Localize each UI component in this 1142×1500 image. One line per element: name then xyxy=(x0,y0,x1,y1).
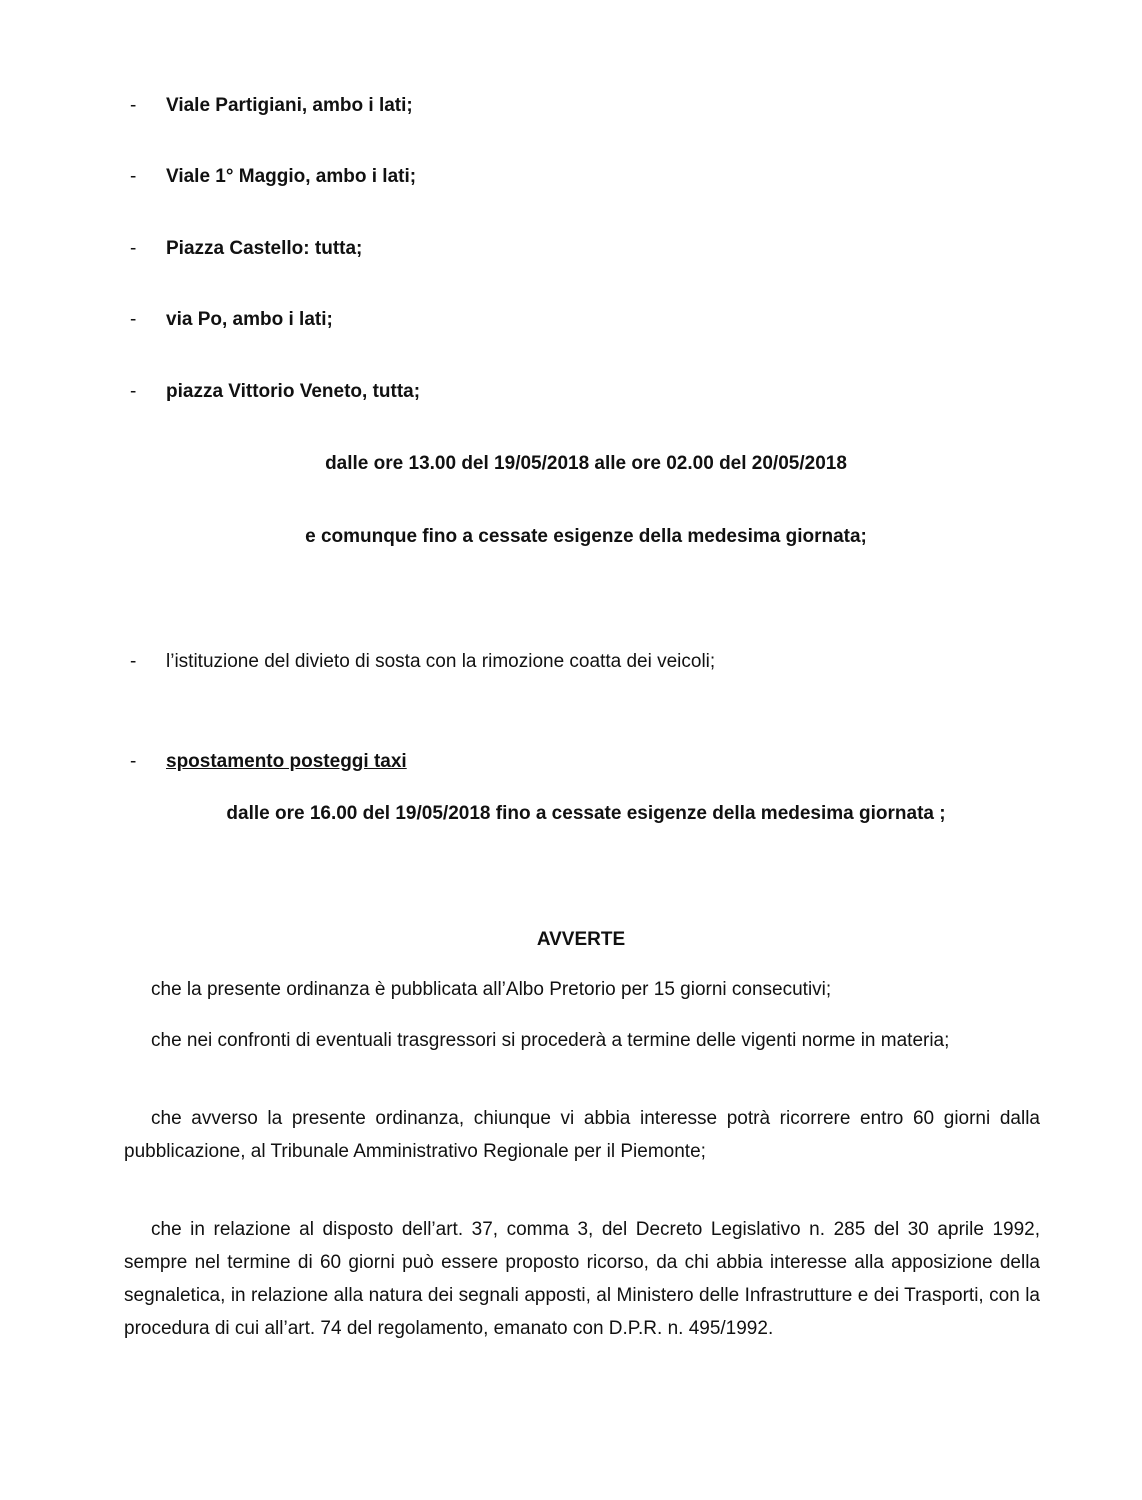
list-dash: - xyxy=(130,238,137,259)
paragraph-ricorso-ministero: che in relazione al disposto dell’art. 37, comma 3, del Decreto Legislativo n. 285 del 30 aprile 1992, sempre nel termine di 60 giorni può essere proposto ricorso, da chi abbia interesse alla apposizione della segnaletica, in relazione alla natura dei segnali apposti, al Ministero delle Infrastrutture e dei Trasporti, con la procedura di cui all’art. 74 del regolamento, emanato con D.P.R. n. 495/1992. xyxy=(124,1219,1040,1339)
street-item-via-po xyxy=(0,303,1142,336)
street-label: via Po, ambo i lati; xyxy=(166,309,333,330)
list-dash: - xyxy=(130,95,137,116)
period-1-note: e comunque fino a cessate esigenze della medesima giornata; xyxy=(305,526,867,547)
street-item-viale-1-maggio xyxy=(0,160,1142,193)
street-label: Piazza Castello: tutta; xyxy=(166,238,363,259)
measure-label: spostamento posteggi taxi xyxy=(166,751,407,772)
measure-parking-ban xyxy=(0,645,1142,678)
measure-taxi xyxy=(0,745,1142,778)
street-item-viale-partigiani xyxy=(0,89,1142,122)
list-dash: - xyxy=(130,381,137,402)
list-dash: - xyxy=(130,751,137,772)
paragraph-trasgressori: che nei confronti di eventuali trasgressori si procederà a termine delle vigenti norme in materia; xyxy=(151,1030,950,1051)
measure-label: l’istituzione del divieto di sosta con la rimozione coatta dei veicoli; xyxy=(166,651,716,672)
paragraph-ricorso-tar: che avverso la presente ordinanza, chiunque vi abbia interesse potrà ricorrere entro 60 giorni dalla pubblicazione, al Tribunale Amministrativo Regionale per il Piemonte; xyxy=(124,1108,1040,1162)
list-dash: - xyxy=(130,166,137,187)
street-label: Viale 1° Maggio, ambo i lati; xyxy=(166,166,417,187)
paragraph-albo-pretorio: che la presente ordinanza è pubblicata all’Albo Pretorio per 15 giorni consecutivi; xyxy=(151,979,832,1000)
period-2-text: dalle ore 16.00 del 19/05/2018 fino a cessate esigenze della medesima giornata ; xyxy=(226,803,946,824)
list-dash: - xyxy=(130,309,137,330)
street-item-piazza-castello xyxy=(0,232,1142,265)
avverte-heading: AVVERTE xyxy=(536,929,626,950)
street-label: piazza Vittorio Veneto, tutta; xyxy=(166,381,421,402)
period-1-text: dalle ore 13.00 del 19/05/2018 alle ore 02.00 del 20/05/2018 xyxy=(325,453,847,474)
street-item-piazza-vittorio-veneto xyxy=(0,375,1142,408)
list-dash: - xyxy=(130,651,137,672)
street-label: Viale Partigiani, ambo i lati; xyxy=(166,95,413,116)
